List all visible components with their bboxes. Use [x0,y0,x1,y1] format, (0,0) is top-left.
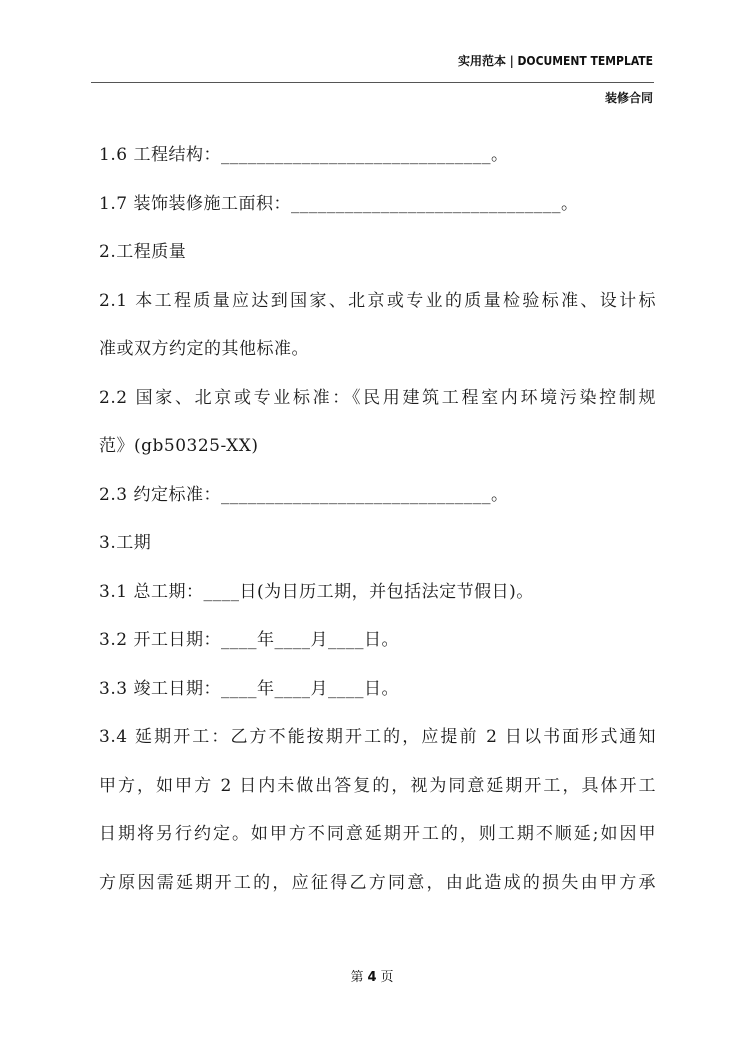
clause-2-1-line-2: 准或双方约定的其他标准。 [99,339,309,359]
clause-3-4-line-4: 方原因需延期开工的，应征得乙方同意，由此造成的损失由甲方承 [99,872,656,893]
clause-1-6: 1.6 工程结构：______________________________。 [99,145,509,165]
clause-2-2-line-1: 2.2 国家、北京或专业标准：《民用建筑工程室内环境污染控制规 [99,387,656,408]
clause-1-7: 1.7 装饰装修施工面积：______________________________。 [99,193,579,214]
section-heading-quality: 2.工程质量 [99,242,187,262]
footer-prefix: 第 [350,970,364,985]
header-divider [91,82,654,83]
clause-2-3: 2.3 约定标准：______________________________。 [99,484,509,505]
document-body [99,131,656,907]
clause-3-1: 3.1 总工期：____日(为日历工期，并包括法定节假日)。 [99,581,534,602]
page-footer [0,966,744,985]
clause-3-4-line-2: 甲方，如甲方 2 日内未做出答复的，视为同意延期开工，具体开工 [99,775,656,796]
clause-2-2-line-2: 范》(gb50325-XX) [99,436,259,456]
clause-3-3: 3.3 竣工日期：____年____月____日。 [99,678,399,699]
clause-2-1-line-1: 2.1 本工程质量应达到国家、北京或专业的质量检验标准、设计标 [99,290,656,311]
document-subtitle: 装修合同 [604,91,653,105]
footer-suffix: 页 [380,970,394,985]
page-number: 4 [367,970,377,985]
clause-3-4-line-1: 3.4 延期开工：乙方不能按期开工的，应提前 2 日以书面形式通知 [99,727,656,747]
clause-3-4-line-3: 日期将另行约定。如甲方不同意延期开工的，则工期不顺延;如因甲 [99,824,656,844]
clause-3-2: 3.2 开工日期：____年____月____日。 [99,630,399,650]
section-heading-schedule: 3.工期 [99,533,152,553]
header-title: 实用范本 | DOCUMENT TEMPLATE [457,54,653,68]
